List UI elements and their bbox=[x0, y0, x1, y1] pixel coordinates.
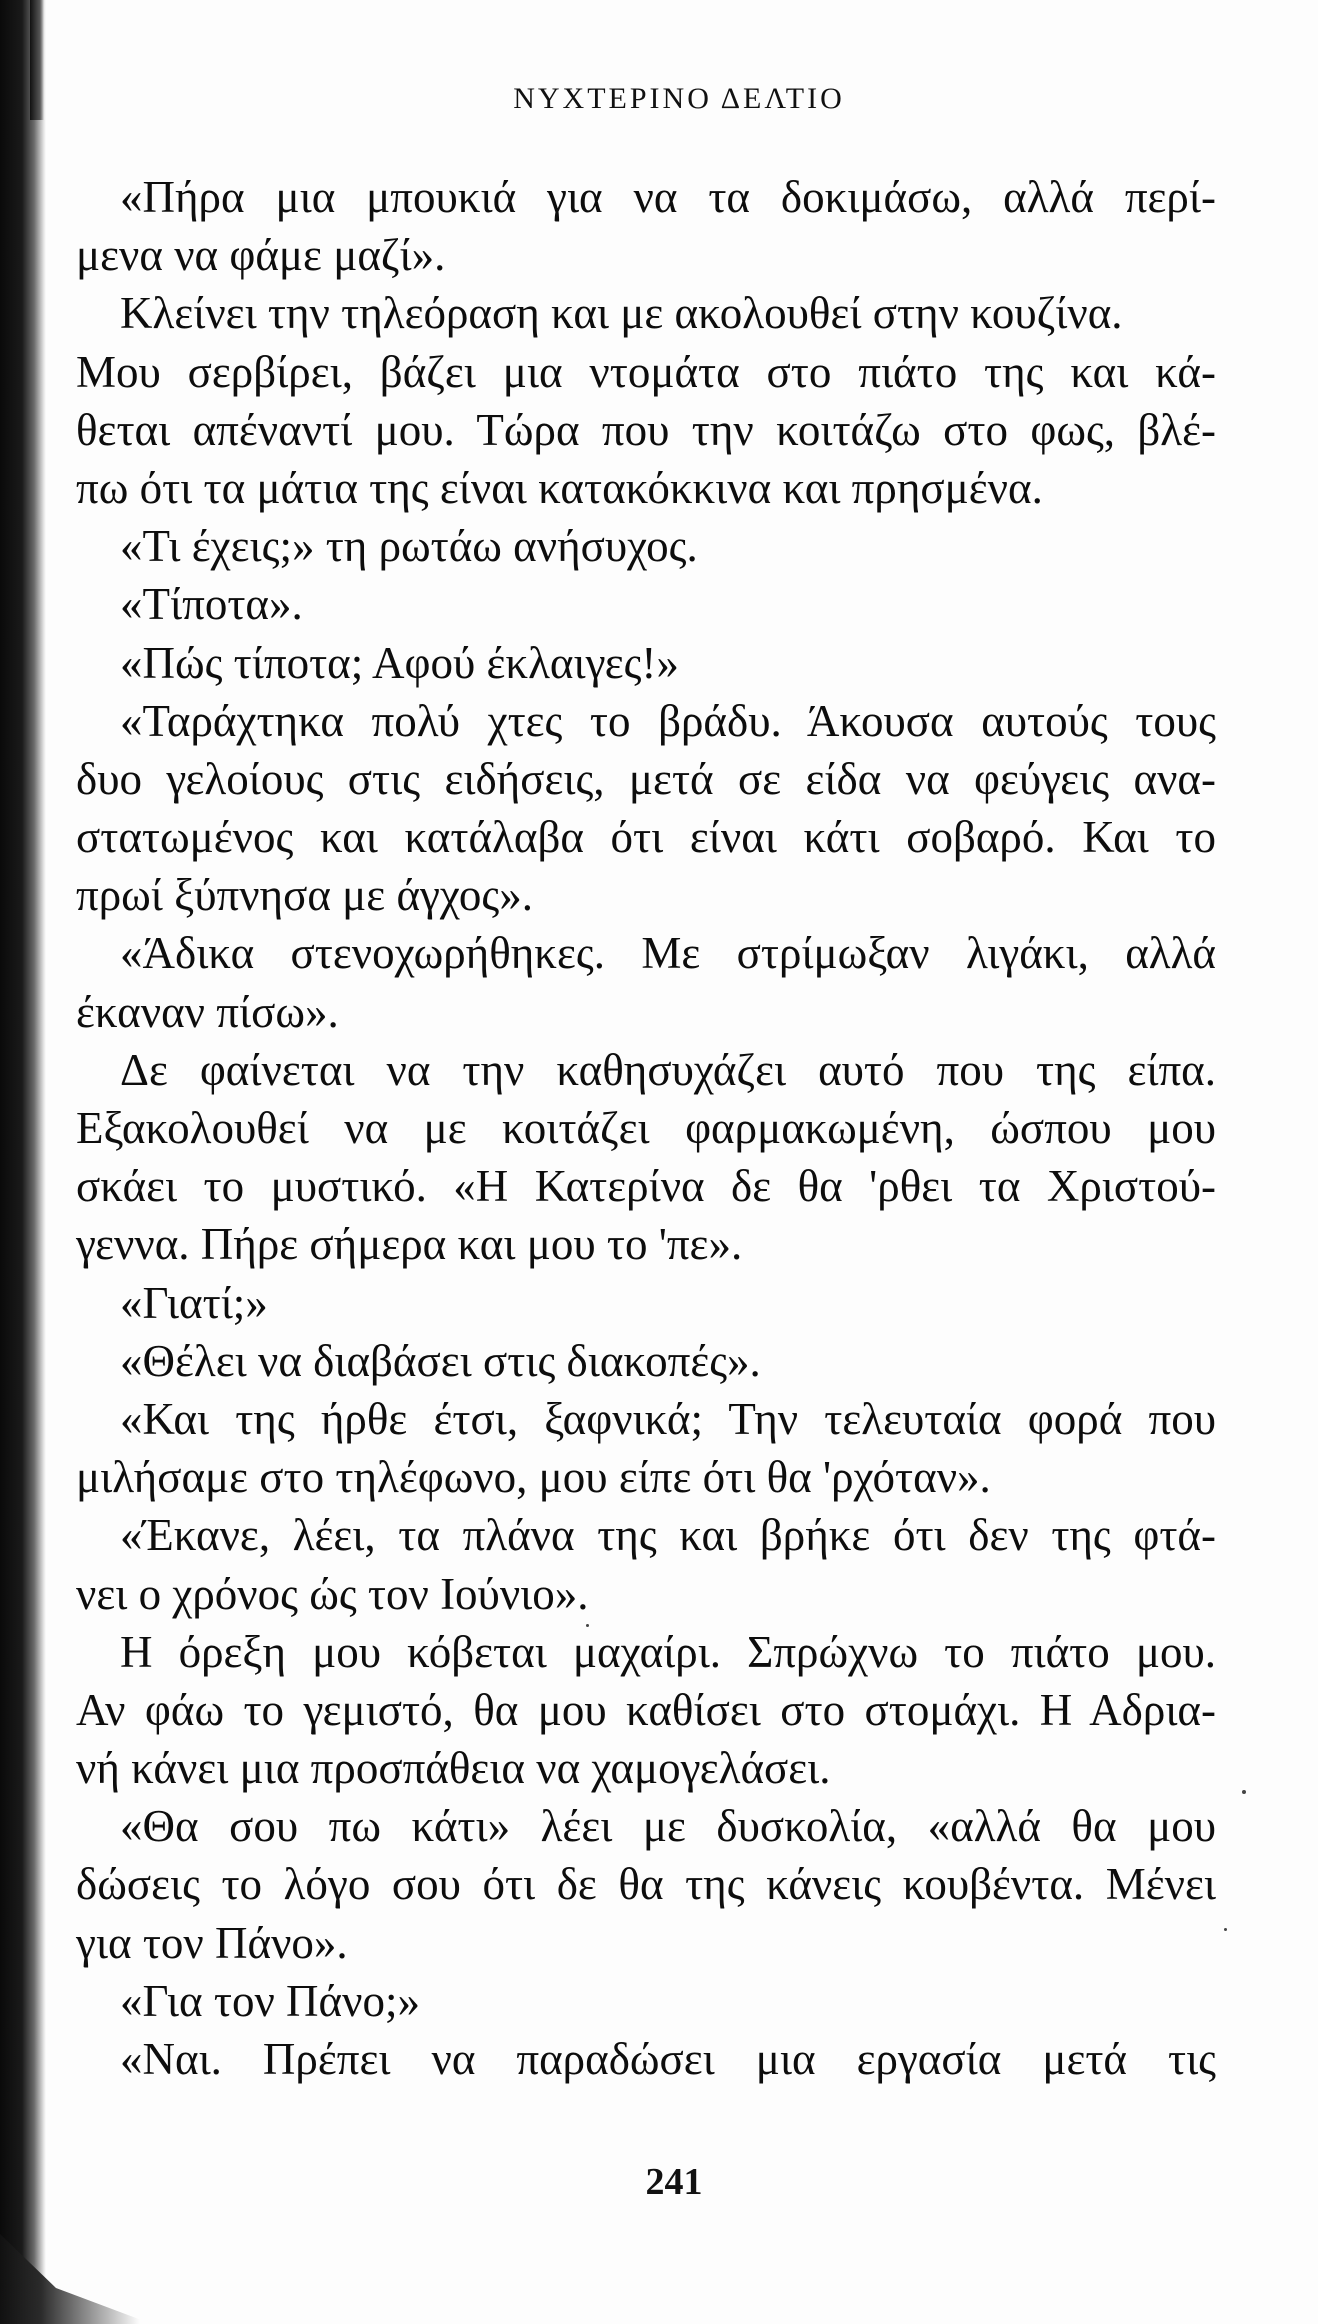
text-line: στατωμένος και κατάλαβα ότι είναι κάτι σοβαρό. Και το bbox=[76, 812, 1216, 863]
text-line: πω ότι τα μάτια της είναι κατακόκκινα και πρησμένα. bbox=[76, 462, 1043, 513]
body-text bbox=[76, 168, 1216, 2088]
text-line: «Τίποτα». bbox=[120, 579, 303, 630]
text-line: Δε φαίνεται να την καθησυχάζει αυτό που της είπα. bbox=[120, 1044, 1216, 1095]
text-line: «Τι έχεις;» τη ρωτάω ανήσυχος. bbox=[120, 521, 698, 572]
text-line: «Πήρα μια μπουκιά για να τα δοκιμάσω, αλλά περί- bbox=[120, 172, 1216, 222]
text-line: «Πώς τίποτα; Αφού έκλαιγες!» bbox=[120, 637, 679, 688]
text-line: δώσεις το λόγο σου ότι δε θα της κάνεις κουβέντα. Μένει bbox=[76, 1859, 1216, 1910]
text-line: «Γιατί;» bbox=[120, 1277, 268, 1328]
text-line: πρωί ξύπνησα με άγχος». bbox=[76, 870, 533, 921]
text-line: «Ταράχτηκα πολύ χτες το βράδυ. Άκουσα αυτούς τους bbox=[120, 695, 1216, 746]
text-line: σκάει το μυστικό. «Η Κατερίνα δε θα 'ρθει τα Χριστού- bbox=[76, 1161, 1216, 1212]
text-line: «Έκανε, λέει, τα πλάνα της και βρήκε ότι δεν της φτά- bbox=[120, 1510, 1216, 1561]
text-line: Εξακολουθεί να με κοιτάζει φαρμακωμένη, ώσπου μου bbox=[76, 1103, 1216, 1153]
text-line: νει ο χρόνος ώς τον Ιούνιο». bbox=[76, 1568, 589, 1619]
text-line: για τον Πάνο». bbox=[76, 1917, 348, 1968]
text-line: «Ναι. Πρέπει να παραδώσει μια εργασία μετά τις bbox=[120, 2034, 1216, 2084]
text-line: μιλήσαμε στο τηλέφωνο, μου είπε ότι θα 'ρχόταν». bbox=[76, 1452, 991, 1503]
text-line: Κλείνει την τηλεόραση και με ακολουθεί στην κουζίνα. bbox=[120, 288, 1123, 339]
text-line: μενα να φάμε μαζί». bbox=[76, 230, 446, 281]
text-line: Αν φάω το γεμιστό, θα μου καθίσει στο στομάχι. Η Αδρια- bbox=[76, 1684, 1216, 1735]
spine-shadow bbox=[0, 0, 46, 2324]
paper-speck bbox=[586, 1624, 589, 1627]
text-line: Μου σερβίρει, βάζει μια ντομάτα στο πιάτο της και κά- bbox=[76, 346, 1216, 397]
text-line: δυο γελοίους στις ειδήσεις, μετά σε είδα να φεύγεις ανα- bbox=[76, 753, 1216, 804]
text-line: «Άδικα στενοχωρήθηκες. Με στρίμωξαν λιγάκι, αλλά bbox=[120, 928, 1216, 979]
text-line: νή κάνει μια προσπάθεια να χαμογελάσει. bbox=[76, 1743, 831, 1794]
text-line: έκαναν πίσω». bbox=[76, 986, 339, 1037]
text-line: «Για τον Πάνο;» bbox=[120, 1975, 420, 2026]
text-line: γεννα. Πήρε σήμερα και μου το 'πε». bbox=[76, 1219, 743, 1270]
text-line: «Θα σου πω κάτι» λέει με δυσκολία, «αλλά θα μου bbox=[120, 1801, 1216, 1852]
page-number: 241 bbox=[645, 2161, 703, 2203]
text-line: θεται απέναντί μου. Τώρα που την κοιτάζω στο φως, βλέ- bbox=[76, 404, 1216, 455]
running-head: ΝΥΧΤΕΡΙΝΟ ΔΕΛΤΙΟ bbox=[513, 82, 845, 115]
paper-speck bbox=[1224, 1928, 1227, 1931]
text-line: «Θέλει να διαβάσει στις διακοπές». bbox=[120, 1335, 761, 1386]
paper-speck bbox=[1242, 1790, 1246, 1794]
text-line: Η όρεξη μου κόβεται μαχαίρι. Σπρώχνω το πιάτο μου. bbox=[120, 1626, 1216, 1677]
text-line: «Και της ήρθε έτσι, ξαφνικά; Την τελευταία φορά που bbox=[120, 1393, 1216, 1444]
